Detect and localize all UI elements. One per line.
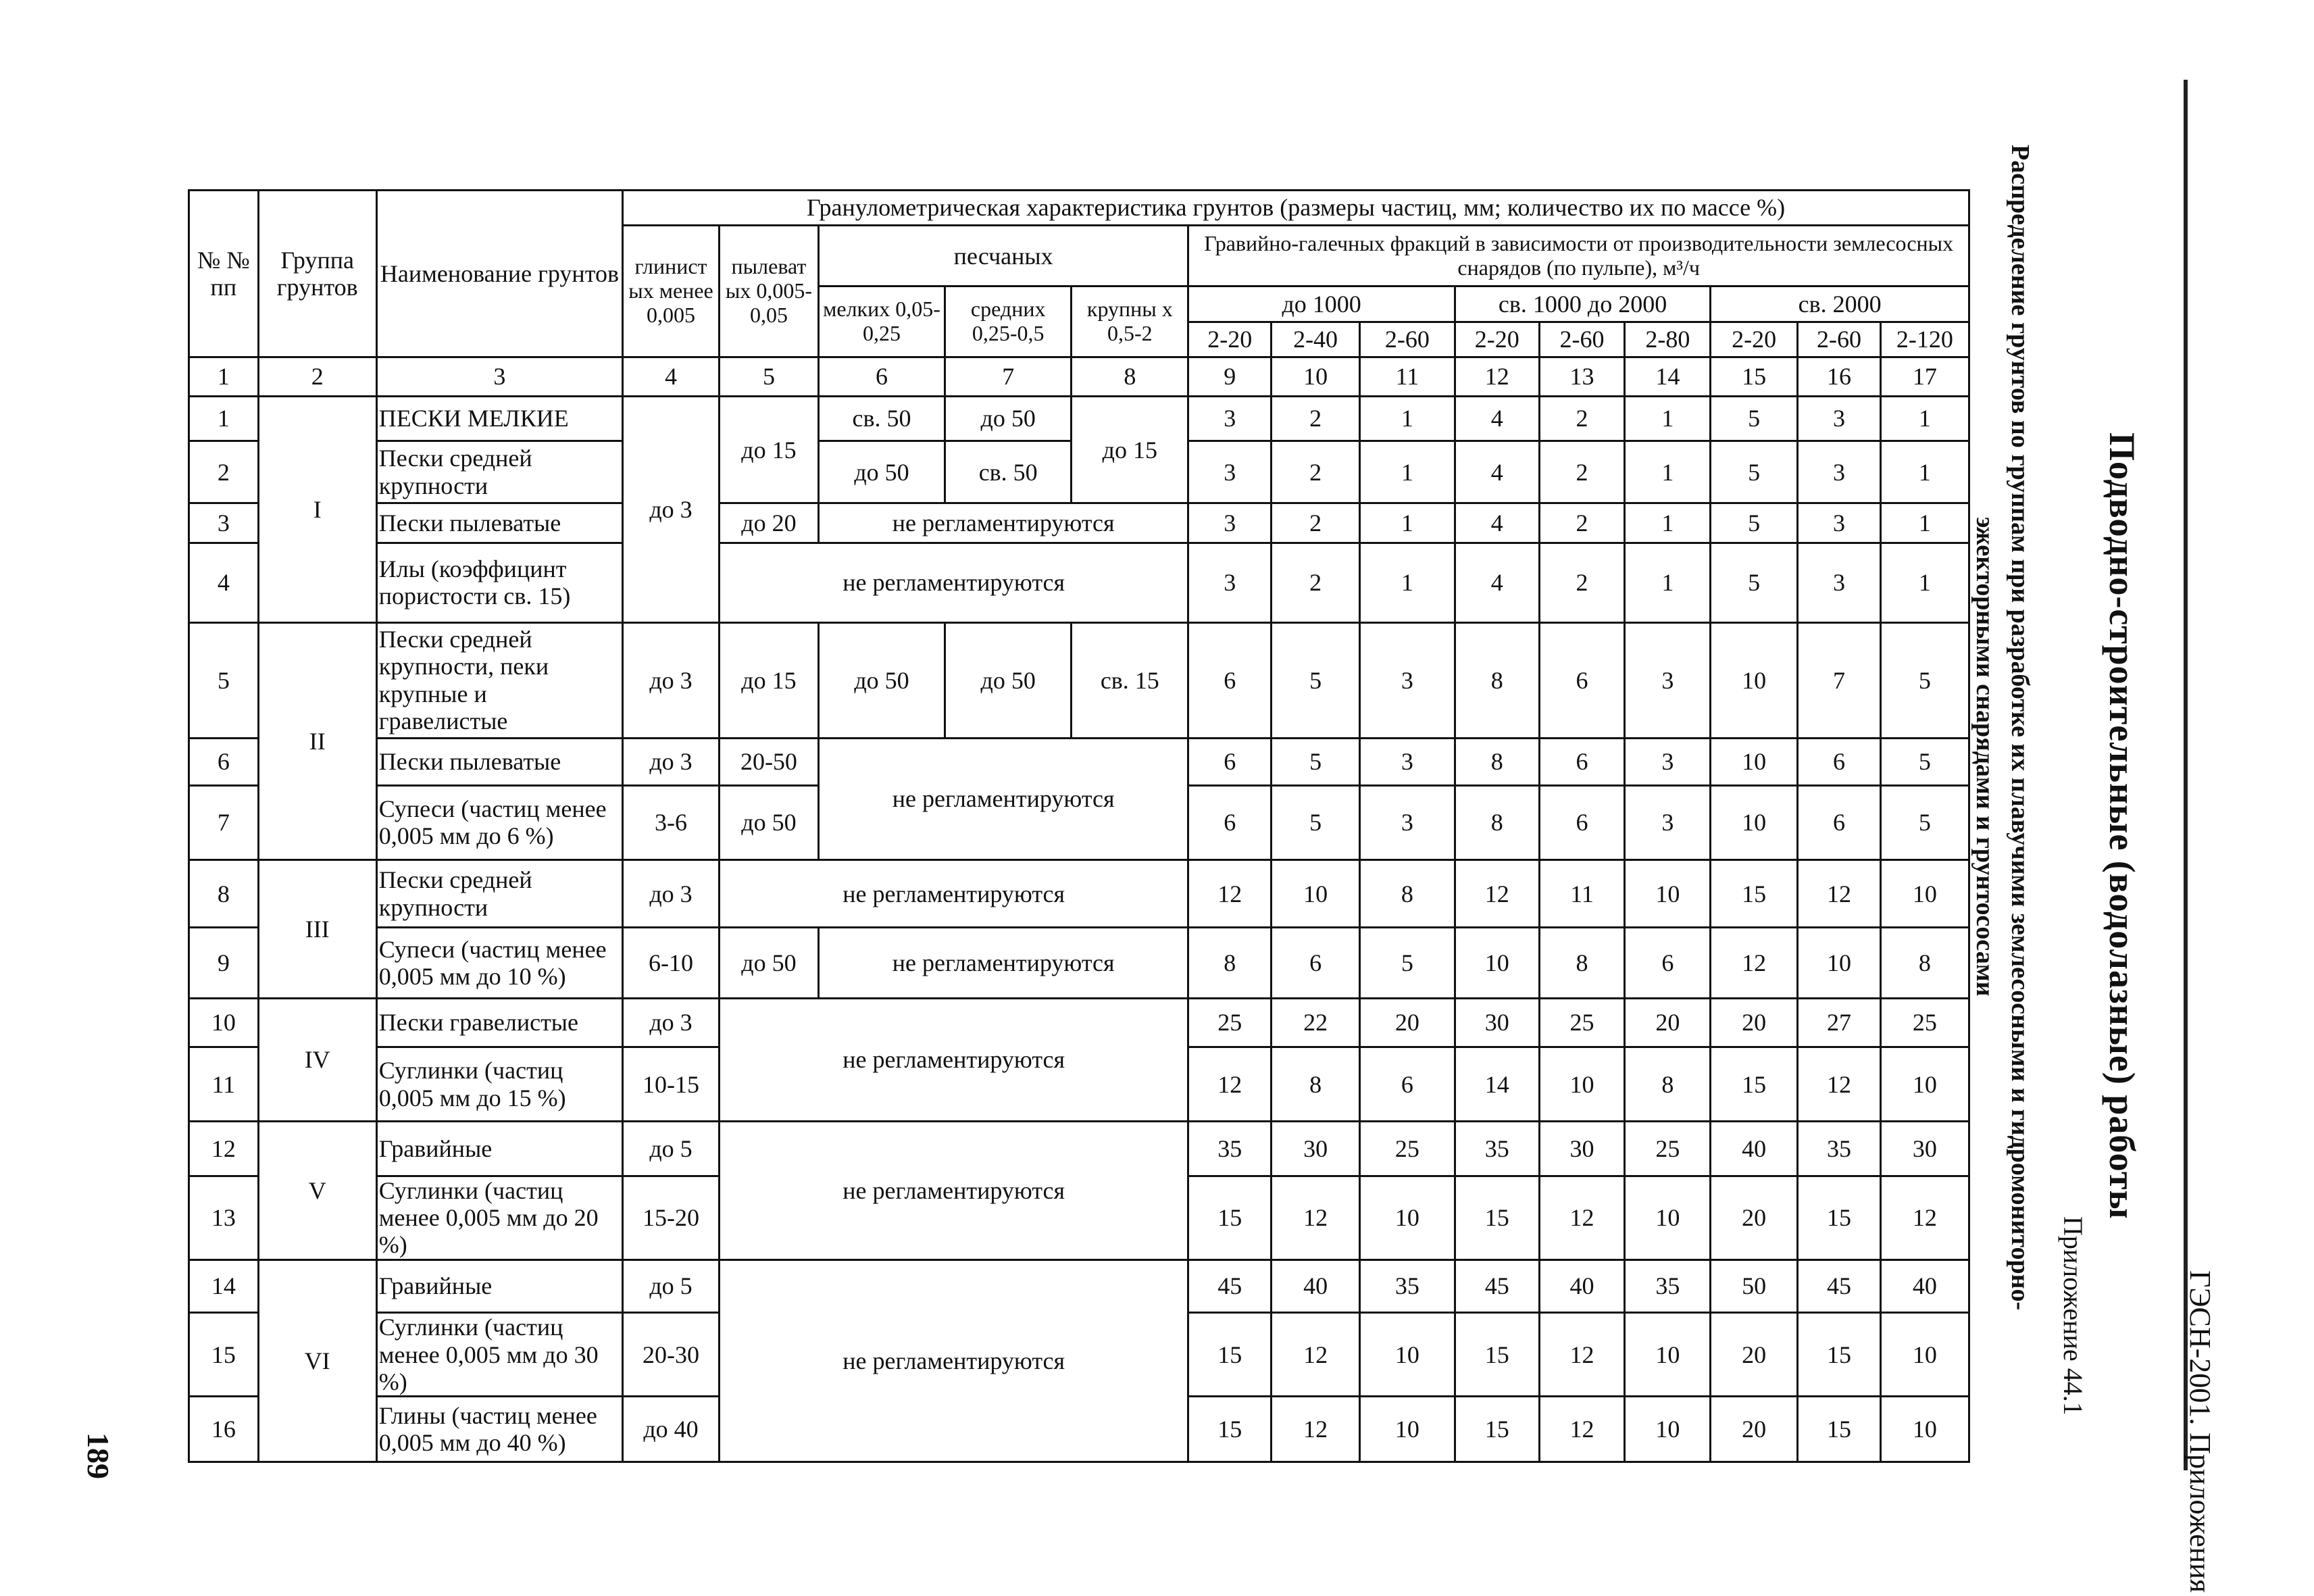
clay-cell: до 3 [623,860,720,928]
soil-name: Суглинки (частиц менее 0,005 мм до 20 %) [376,1176,622,1260]
clay-cell: до 5 [623,1122,720,1176]
value-cell: 25 [1880,998,1969,1047]
clay-cell: 10-15 [623,1047,720,1121]
soil-name: Пески средней крупности, пеки крупные и гравелистые [376,623,622,739]
value-cell: 3 [1188,503,1272,543]
table-row [189,543,1969,622]
clay-cell: до 3 [623,738,720,785]
sub-header: 2-120 [1880,322,1969,357]
value-cell: 1 [1359,543,1455,622]
value-cell: 20 [1711,998,1798,1047]
value-cell: 10 [1625,1176,1711,1260]
value-cell: 10 [1359,1176,1455,1260]
value-cell: 10 [1711,738,1798,785]
value-cell: 3 [1359,738,1455,785]
value-cell: 25 [1625,1122,1711,1176]
clay-cell: до 40 [623,1397,720,1462]
value-cell: 5 [1272,623,1360,739]
value-cell: 1 [1880,543,1969,622]
col-number: 5 [719,357,818,396]
silt-cell: до 50 [719,928,818,998]
value-cell: 3 [1625,785,1711,859]
soil-name: Гравийные [376,1122,622,1176]
value-cell: 3 [1798,396,1881,441]
soil-name: Пески гравелистые [376,998,622,1047]
clay-cell: до 3 [623,623,720,739]
value-cell: 12 [1188,1047,1272,1121]
clay-cell: до 3 [623,998,720,1047]
page-title: Подводно-строительные (водолазные) работы [2102,432,2142,1220]
value-cell: 20 [1711,1176,1798,1260]
row-number: 1 [189,396,259,441]
silt-cell: 20-50 [719,738,818,785]
group-cell: V [258,1122,376,1260]
value-cell: 8 [1455,623,1539,739]
value-cell: 2 [1272,441,1360,503]
row-number: 13 [189,1176,259,1260]
col-number: 6 [818,357,945,396]
sub-header: 2-80 [1625,322,1711,357]
sub-header: 2-20 [1711,322,1798,357]
value-cell: 15 [1455,1313,1539,1397]
silt-cell: до 15 [719,623,818,739]
col-number: 7 [945,357,1072,396]
col-number: 8 [1072,357,1188,396]
value-cell: 8 [1539,928,1625,998]
fine-cell: до 50 [818,441,945,503]
clay-cell: 15-20 [623,1176,720,1260]
medium-cell: св. 50 [945,441,1072,503]
value-cell: 5 [1711,503,1798,543]
value-cell: 15 [1455,1397,1539,1462]
group-cell: II [258,623,376,860]
soil-groups-table [188,189,1970,1463]
not-regulated: не регламентируются [719,1260,1188,1462]
value-cell: 45 [1188,1260,1272,1312]
value-cell: 8 [1880,928,1969,998]
sub-header: 2-20 [1455,322,1539,357]
silt-cell: до 15 [719,396,818,503]
silt-cell: до 50 [719,785,818,859]
value-cell: 12 [1711,928,1798,998]
col-number: 1 [189,357,259,396]
clay-cell: 6-10 [623,928,720,998]
value-cell: 45 [1798,1260,1881,1312]
value-cell: 5 [1272,785,1360,859]
value-cell: 6 [1539,785,1625,859]
row-number: 9 [189,928,259,998]
not-regulated: не регламентируются [719,860,1188,928]
value-cell: 3 [1798,441,1881,503]
value-cell: 10 [1272,860,1360,928]
value-cell: 6 [1625,928,1711,998]
value-cell: 10 [1711,785,1798,859]
col-number: 14 [1625,357,1711,396]
value-cell: 10 [1880,1397,1969,1462]
table-row [189,928,1969,998]
value-cell: 3 [1188,543,1272,622]
value-cell: 3 [1798,543,1881,622]
value-cell: 1 [1359,396,1455,441]
value-cell: 1 [1880,503,1969,543]
clay-header: глинист ых менее 0,005 [623,226,720,357]
table-row [189,860,1969,928]
soil-name: Пески пылеватые [376,738,622,785]
value-cell: 15 [1188,1397,1272,1462]
clay-cell: 20-30 [623,1313,720,1397]
granulometry-header: Гранулометрическая характеристика грунтов (размеры частиц, мм; количество их по массе %) [623,191,1969,226]
row-number: 10 [189,998,259,1047]
value-cell: 2 [1539,543,1625,622]
clay-cell: 3-6 [623,785,720,859]
value-cell: 10 [1711,623,1798,739]
value-cell: 40 [1539,1260,1625,1312]
value-cell: 15 [1798,1176,1881,1260]
col-number: 4 [623,357,720,396]
value-cell: 3 [1188,441,1272,503]
value-cell: 6 [1539,738,1625,785]
value-cell: 3 [1798,503,1881,543]
sub-header: 2-20 [1188,322,1272,357]
value-cell: 10 [1539,1047,1625,1121]
value-cell: 30 [1455,998,1539,1047]
value-cell: 1 [1359,503,1455,543]
row-number: 8 [189,860,259,928]
group-cell: VI [258,1260,376,1462]
value-cell: 35 [1455,1122,1539,1176]
header-row-1 [189,191,1969,226]
value-cell: 20 [1359,998,1455,1047]
value-cell: 40 [1272,1260,1360,1312]
fine-cell: до 50 [818,623,945,739]
soil-name: Пески средней крупности [376,860,622,928]
value-cell: 15 [1798,1313,1881,1397]
col-number: 11 [1359,357,1455,396]
medium-cell: до 50 [945,623,1072,739]
column-numbers-row [189,357,1969,396]
value-cell: 5 [1880,738,1969,785]
table-row [189,623,1969,739]
value-cell: 10 [1359,1313,1455,1397]
value-cell: 1 [1625,396,1711,441]
value-cell: 40 [1880,1260,1969,1312]
soil-name: Илы (коэффицинт пористости св. 15) [376,543,622,622]
value-cell: 6 [1188,623,1272,739]
value-cell: 22 [1272,998,1360,1047]
value-cell: 6 [1272,928,1360,998]
value-cell: 25 [1539,998,1625,1047]
not-regulated: не регламентируются [818,503,1188,543]
fine-cell: св. 50 [818,396,945,441]
value-cell: 5 [1711,396,1798,441]
sand-header: песчаных [818,226,1188,286]
clay-cell: до 5 [623,1260,720,1312]
value-cell: 12 [1188,860,1272,928]
value-cell: 3 [1188,396,1272,441]
value-cell: 6 [1798,785,1881,859]
document-code: ГЭСН-2001. Приложения [2184,1270,2217,1593]
not-regulated: не регламентируются [719,543,1188,622]
value-cell: 3 [1359,623,1455,739]
row-number: 11 [189,1047,259,1121]
value-cell: 12 [1272,1313,1360,1397]
value-cell: 4 [1455,543,1539,622]
table-row [189,998,1969,1047]
value-cell: 10 [1880,1047,1969,1121]
table-row [189,1260,1969,1312]
gravel-header: Гравийно-галечных фракций в зависимости от производительности землесосных снарядов (по пульпе), м³/ч [1188,226,1969,286]
col-number: 10 [1272,357,1360,396]
not-regulated: не регламентируются [818,738,1188,860]
row-number: 6 [189,738,259,785]
value-cell: 2 [1272,543,1360,622]
col-num-header: № № пп [189,191,259,357]
value-cell: 20 [1711,1397,1798,1462]
value-cell: 10 [1455,928,1539,998]
value-cell: 12 [1539,1313,1625,1397]
value-cell: 12 [1455,860,1539,928]
value-cell: 2 [1539,396,1625,441]
group-cell: IV [258,998,376,1122]
value-cell: 10 [1625,860,1711,928]
value-cell: 6 [1359,1047,1455,1121]
value-cell: 10 [1880,1313,1969,1397]
value-cell: 1 [1625,503,1711,543]
value-cell: 35 [1798,1122,1881,1176]
value-cell: 8 [1272,1047,1360,1121]
row-number: 2 [189,441,259,503]
value-cell: 2 [1539,441,1625,503]
value-cell: 20 [1711,1313,1798,1397]
header-rule [2184,80,2188,1470]
row-number: 4 [189,543,259,622]
value-cell: 30 [1539,1122,1625,1176]
value-cell: 3 [1625,738,1711,785]
sub-header: 2-40 [1272,322,1360,357]
value-cell: 3 [1359,785,1455,859]
value-cell: 12 [1539,1176,1625,1260]
value-cell: 1 [1880,441,1969,503]
col-number: 12 [1455,357,1539,396]
value-cell: 15 [1188,1313,1272,1397]
col-number: 16 [1798,357,1881,396]
value-cell: 4 [1455,441,1539,503]
medium-cell: до 50 [945,396,1072,441]
value-cell: 35 [1359,1260,1455,1312]
col-number: 9 [1188,357,1272,396]
value-cell: 8 [1455,785,1539,859]
row-number: 15 [189,1313,259,1397]
soil-name: Пески пылеватые [376,503,622,543]
value-cell: 6 [1539,623,1625,739]
page-number: 189 [81,1432,116,1479]
soil-name: Пески средней крупности [376,441,622,503]
table-caption-line-2: эжекторными снарядами и грунтососами [1971,517,1999,997]
value-cell: 2 [1272,503,1360,543]
silt-header: пылеват ых 0,005-0,05 [719,226,818,357]
value-cell: 5 [1711,543,1798,622]
medium-sand-header: средних 0,25-0,5 [945,286,1072,357]
sub-header: 2-60 [1539,322,1625,357]
value-cell: 10 [1798,928,1881,998]
table-row [189,503,1969,543]
value-cell: 25 [1188,998,1272,1047]
value-cell: 10 [1625,1397,1711,1462]
col-number: 3 [376,357,622,396]
value-cell: 40 [1711,1122,1798,1176]
value-cell: 6 [1188,738,1272,785]
value-cell: 5 [1711,441,1798,503]
value-cell: 50 [1711,1260,1798,1312]
value-cell: 5 [1272,738,1360,785]
sub-header: 2-60 [1798,322,1881,357]
col-name-header: Наименование грунтов [376,191,622,357]
value-cell: 25 [1359,1122,1455,1176]
value-cell: 4 [1455,503,1539,543]
value-cell: 20 [1625,998,1711,1047]
value-cell: 35 [1625,1260,1711,1312]
value-cell: 8 [1455,738,1539,785]
value-cell: 5 [1880,623,1969,739]
group-cell: III [258,860,376,999]
soil-name: Супеси (частиц менее 0,005 мм до 6 %) [376,785,622,859]
value-cell: 6 [1188,785,1272,859]
soil-name: Глины (частиц менее 0,005 мм до 40 %) [376,1397,622,1462]
sub-header: 2-60 [1359,322,1455,357]
fine-sand-header: мелких 0,05-0,25 [818,286,945,357]
row-number: 16 [189,1397,259,1462]
table-row [189,1122,1969,1176]
value-cell: 35 [1188,1122,1272,1176]
coarse-sand-header: крупны х 0,5-2 [1072,286,1188,357]
value-cell: 30 [1880,1122,1969,1176]
table-row [189,738,1969,785]
value-cell: 5 [1359,928,1455,998]
row-number: 14 [189,1260,259,1312]
value-cell: 10 [1625,1313,1711,1397]
value-cell: 15 [1711,860,1798,928]
col-number: 2 [258,357,376,396]
value-cell: 2 [1539,503,1625,543]
value-cell: 8 [1625,1047,1711,1121]
not-regulated: не регламентируются [818,928,1188,998]
value-cell: 6 [1798,738,1881,785]
value-cell: 12 [1539,1397,1625,1462]
value-cell: 12 [1880,1176,1969,1260]
appendix-label: Приложение 44.1 [2058,1216,2088,1416]
value-cell: 12 [1798,860,1881,928]
perf-header-3: св. 2000 [1711,286,1969,322]
not-regulated: не регламентируются [719,1122,1188,1260]
clay-cell: до 3 [623,396,720,622]
table-caption-line-1: Распределение грунтов по группам при разработке их плавучими землесосными и гидромониторно- [2006,145,2034,1311]
value-cell: 7 [1798,623,1881,739]
value-cell: 15 [1711,1047,1798,1121]
soil-name: ПЕСКИ МЕЛКИЕ [376,396,622,441]
col-number: 17 [1880,357,1969,396]
perf-header-1: до 1000 [1188,286,1455,322]
value-cell: 2 [1272,396,1360,441]
value-cell: 15 [1188,1176,1272,1260]
col-number: 15 [1711,357,1798,396]
silt-cell: до 20 [719,503,818,543]
value-cell: 1 [1625,543,1711,622]
value-cell: 10 [1880,860,1969,928]
value-cell: 8 [1359,860,1455,928]
value-cell: 4 [1455,396,1539,441]
coarse-cell: св. 15 [1072,623,1188,739]
value-cell: 15 [1455,1176,1539,1260]
table-row [189,396,1969,441]
value-cell: 12 [1798,1047,1881,1121]
value-cell: 12 [1272,1397,1360,1462]
row-number: 12 [189,1122,259,1176]
group-cell: I [258,396,376,622]
value-cell: 45 [1455,1260,1539,1312]
col-number: 13 [1539,357,1625,396]
value-cell: 11 [1539,860,1625,928]
value-cell: 14 [1455,1047,1539,1121]
value-cell: 30 [1272,1122,1360,1176]
row-number: 7 [189,785,259,859]
perf-header-2: св. 1000 до 2000 [1455,286,1710,322]
soil-name: Гравийные [376,1260,622,1312]
soil-name: Суглинки (частиц 0,005 мм до 15 %) [376,1047,622,1121]
coarse-cell: до 15 [1072,396,1188,503]
value-cell: 15 [1798,1397,1881,1462]
soil-name: Супеси (частиц менее 0,005 мм до 10 %) [376,928,622,998]
value-cell: 1 [1359,441,1455,503]
value-cell: 27 [1798,998,1881,1047]
value-cell: 5 [1880,785,1969,859]
row-number: 5 [189,623,259,739]
row-number: 3 [189,503,259,543]
col-group-header: Группа грунтов [258,191,376,357]
value-cell: 12 [1272,1176,1360,1260]
value-cell: 10 [1359,1397,1455,1462]
not-regulated: не регламентируются [719,998,1188,1122]
value-cell: 3 [1625,623,1711,739]
value-cell: 1 [1625,441,1711,503]
value-cell: 1 [1880,396,1969,441]
soil-name: Суглинки (частиц менее 0,005 мм до 30 %) [376,1313,622,1397]
value-cell: 8 [1188,928,1272,998]
